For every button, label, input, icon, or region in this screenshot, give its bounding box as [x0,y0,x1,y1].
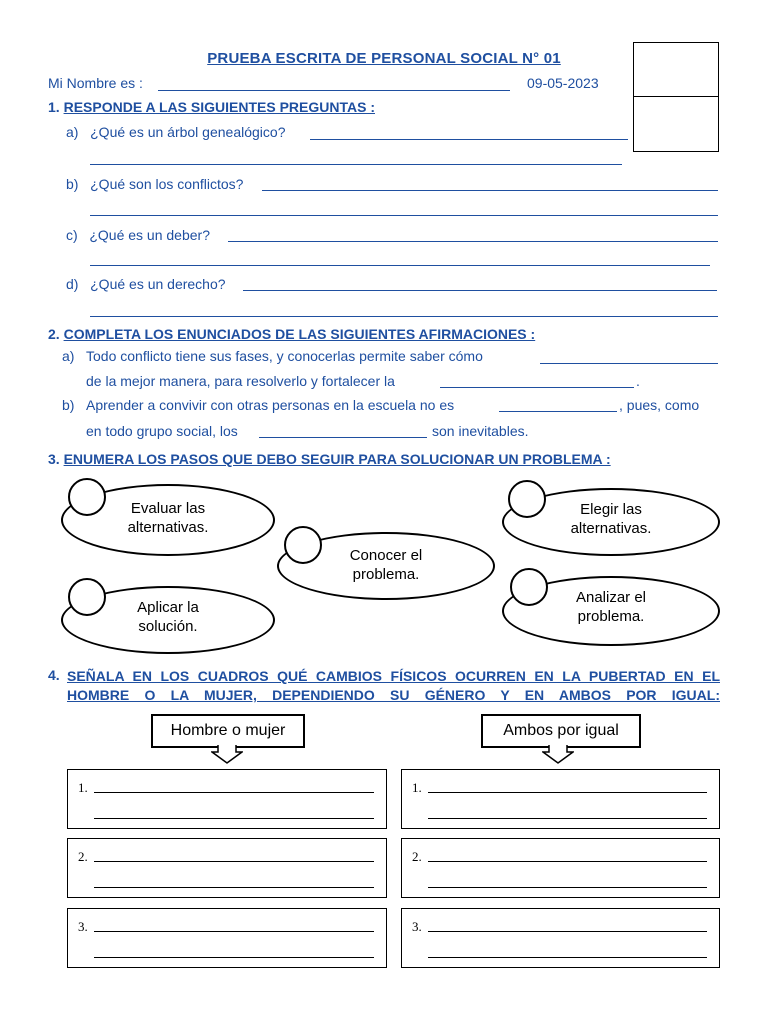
question-letter: d) [66,276,79,292]
answer-line[interactable] [94,887,374,888]
section-3-number: 3. [48,451,60,467]
name-label: Mi Nombre es : [48,75,143,91]
statement-a-line1: Todo conflicto tiene sus fases, y conocerlas permite saber cómo [86,348,483,364]
step-text: Conocer el [349,547,423,564]
answer-line[interactable] [90,164,622,165]
answer-number: 2. [412,849,422,864]
question-letter: c) [66,227,78,243]
blank-line[interactable] [499,411,617,412]
step-text: Analizar el [575,589,647,606]
step-text: alternativas. [570,520,652,537]
step-text: Evaluar las [130,500,206,517]
question-b [66,176,243,192]
question-c [66,227,210,243]
grade-box-divider [634,96,718,97]
step-text: alternativas. [127,519,209,536]
answer-line[interactable] [90,265,710,266]
answer-number: 1. [412,780,422,795]
answer-line[interactable] [428,931,707,932]
answer-line[interactable] [428,792,707,793]
answer-line[interactable] [94,861,374,862]
section-2-heading [48,326,535,342]
step-text: solución. [138,618,198,635]
answer-line[interactable] [428,887,707,888]
answer-number: 3. [412,919,422,934]
answer-number: 3. [78,919,88,934]
step-text: Elegir las [580,501,642,518]
section-3-title: ENUMERA LOS PASOS QUE DEBO SEGUIR PARA SOLUCIONAR UN PROBLEMA : [63,451,611,467]
label-hombre-o-mujer: Hombre o mujer [151,714,305,748]
name-line[interactable] [158,90,510,91]
section-2-title: COMPLETA LOS ENUNCIADOS DE LAS SIGUIENTES AFIRMACIONES : [63,326,536,342]
step-text: Aplicar la [137,599,199,616]
statement-a-letter: a) [62,348,75,364]
statement-b-line2: en todo grupo social, los [86,423,238,439]
section-1-title: RESPONDE A LAS SIGUIENTES PREGUNTAS : [63,99,375,115]
answer-number: 2. [78,849,88,864]
answer-box-left-3[interactable] [67,908,387,968]
answer-line[interactable] [228,241,718,242]
answer-line[interactable] [262,190,718,191]
section-2-number: 2. [48,326,60,342]
answer-line[interactable] [243,290,717,291]
question-text: ¿Qué es un derecho? [90,276,226,292]
section-3-heading [48,451,611,467]
question-letter: a) [66,124,79,140]
answer-line[interactable] [428,818,707,819]
answer-line[interactable] [94,818,374,819]
answer-line[interactable] [94,957,374,958]
step-text: problema. [352,566,420,583]
statement-b-line1: Aprender a convivir con otras personas en la escuela no es [86,397,455,413]
step-text: problema. [577,608,645,625]
question-text: ¿Qué es un deber? [89,227,210,243]
section-4-line1: SEÑALA EN LOS CUADROS QUÉ CAMBIOS FÍSICOS OCURREN EN LA PUBERTAD EN EL [67,668,720,684]
statement-b-letter: b) [62,397,75,413]
answer-line[interactable] [90,316,718,317]
date-text: 09-05-2023 [527,75,599,91]
section-1-heading [48,99,375,115]
number-circle[interactable] [508,480,546,518]
answer-line[interactable] [428,861,707,862]
section-4-heading [67,667,720,705]
answer-box-right-1[interactable] [401,769,720,829]
statement-b-tail1: , pues, como [619,397,700,413]
section-4-line2: HOMBRE O LA MUJER, DEPENDIENDO SU GÉNERO Y EN AMBOS POR IGUAL: [67,687,720,703]
blank-line[interactable] [440,387,634,388]
answer-line[interactable] [94,792,374,793]
question-d [66,276,226,292]
answer-line[interactable] [90,215,718,216]
number-circle[interactable] [510,568,548,606]
question-letter: b) [66,176,79,192]
statement-b-tail2: son inevitables. [432,423,529,439]
question-a [66,124,285,140]
number-circle[interactable] [68,578,106,616]
question-text: ¿Qué son los conflictos? [90,176,244,192]
arrow-down-icon [211,744,243,764]
answer-box-left-1[interactable] [67,769,387,829]
blank-line[interactable] [540,363,718,364]
label-ambos-por-igual: Ambos por igual [481,714,641,748]
answer-line[interactable] [94,931,374,932]
page-title: PRUEBA ESCRITA DE PERSONAL SOCIAL N° 01 [207,50,561,67]
blank-line[interactable] [259,437,427,438]
answer-box-right-3[interactable] [401,908,720,968]
answer-line[interactable] [310,139,628,140]
question-text: ¿Qué es un árbol genealógico? [90,124,286,140]
section-1-number: 1. [48,99,60,115]
answer-box-left-2[interactable] [67,838,387,898]
number-circle[interactable] [284,526,322,564]
period: . [636,373,640,389]
answer-number: 1. [78,780,88,795]
arrow-down-icon [542,744,574,764]
answer-line[interactable] [428,957,707,958]
statement-a-line2: de la mejor manera, para resolverlo y fortalecer la [86,373,395,389]
number-circle[interactable] [68,478,106,516]
section-4-number: 4. [48,667,60,683]
answer-box-right-2[interactable] [401,838,720,898]
grade-box[interactable] [633,42,719,152]
